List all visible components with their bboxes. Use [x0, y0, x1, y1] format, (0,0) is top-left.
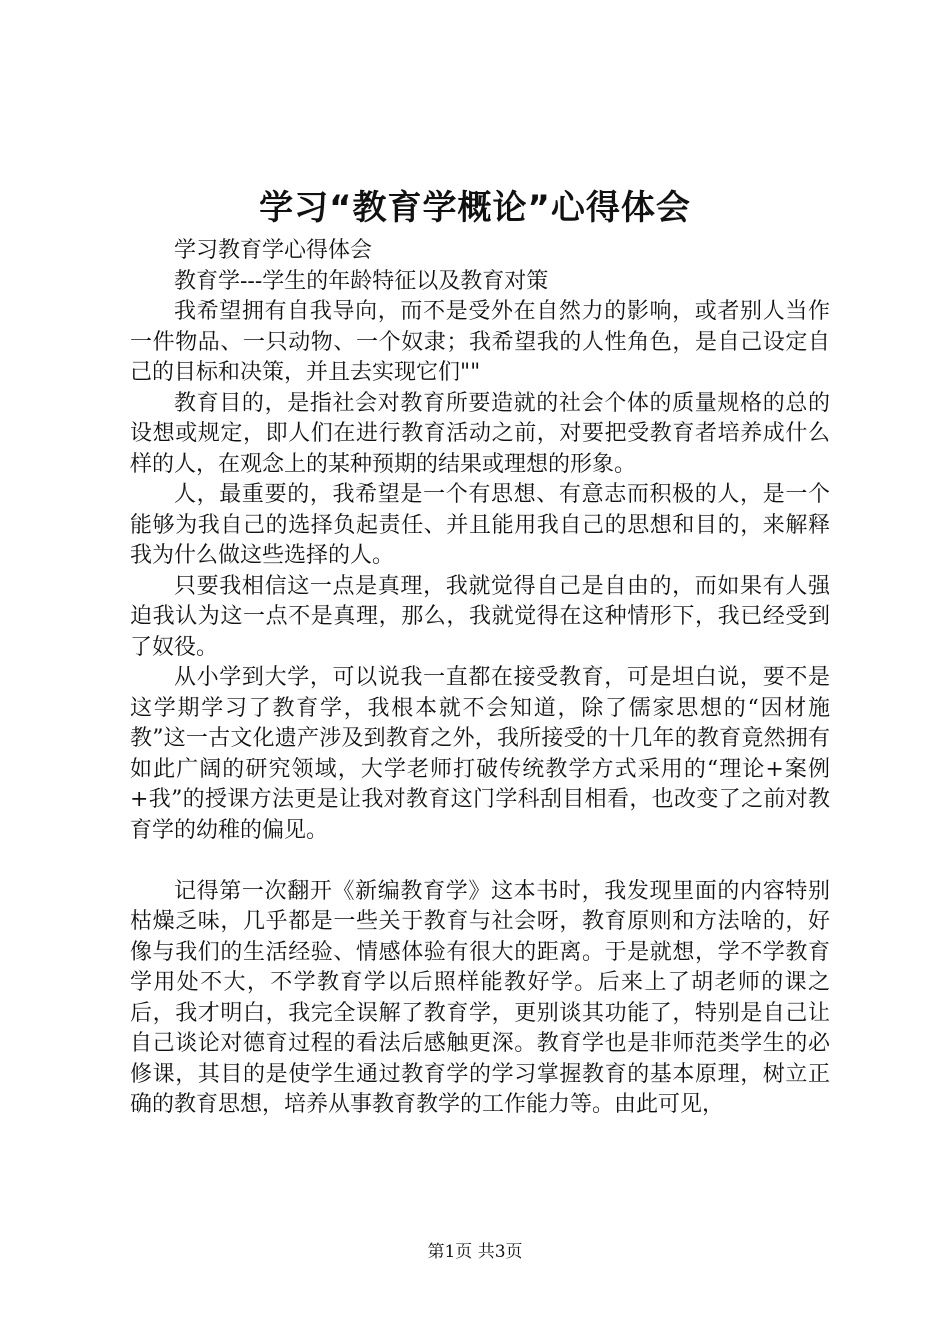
paragraph-important-person: 人，最重要的，我希望是一个有思想、有意志而积极的人，是一个能够为我自己的选择负起责任、并且能用我自己的思想和目的，来解释我为什么做这些选择的人。	[130, 482, 830, 568]
paragraph-education-purpose: 教育目的，是指社会对教育所要造就的社会个体的质量规格的总的设想或规定，即人们在进行教育活动之前，对要把受教育者培养成什么样的人，在观念上的某种预期的结果或理想的形象。	[130, 390, 830, 477]
paragraph-subtitle: 学习教育学心得体会	[174, 238, 373, 263]
paragraph-spacer	[130, 846, 830, 877]
paragraph-topic: 教育学---学生的年龄特征以及教育对策	[174, 268, 549, 294]
document-body	[130, 236, 830, 1121]
paragraph-truth-freedom: 只要我相信这一点是真理，我就觉得自己是自由的，而如果有人强迫我认为这一点不是真理，那么，我就觉得在这种情形下，我已经受到了奴役。	[130, 573, 830, 660]
document-title: 学习“教育学概论”心得体会	[259, 188, 691, 228]
paragraph-school-experience: 从小学到大学，可以说我一直都在接受教育，可是坦白说，要不是这学期学习了教育学，我根本就不会知道，除了儒家思想的“因材施教”这一古文化遗产涉及到教育之外，我所接受的十几年的教育竟然拥有如此广阔的研究领域，大学老师打破传统教学方式采用的“理论+案例+我”的授课方法更是让我对教育这门学科刮目相看，也改变了之前对教育学的幼稚的偏见。	[130, 665, 830, 843]
page-footer: 第1页 共3页	[427, 1242, 523, 1262]
paragraph-self-direction: 我希望拥有自我导向，而不是受外在自然力的影响，或者别人当作一件物品、一只动物、一个奴隶；我希望我的人性角色，是自己设定自己的目标和决策，并且去实现它们""	[130, 299, 830, 385]
paragraph-first-reading: 记得第一次翻开《新编教育学》这本书时，我发现里面的内容特别枯燥乏味，几乎都是一些关于教育与社会呀，教育原则和方法啥的，好像与我们的生活经验、情感体验有很大的距离。于是就想，学不学教育学用处不大，不学教育学以后照样能教好学。后来上了胡老师的课之后，我才明白，我完全误解了教育学，更别谈其功能了，特别是自己让自己谈论对德育过程的看法后感触更深。教育学也是非师范类学生的必修课，其目的是使学生通过教育学的学习掌握教育的基本原理，树立正确的教育思想，培养从事教育教学的工作能力等。由此可见，	[130, 878, 830, 1117]
